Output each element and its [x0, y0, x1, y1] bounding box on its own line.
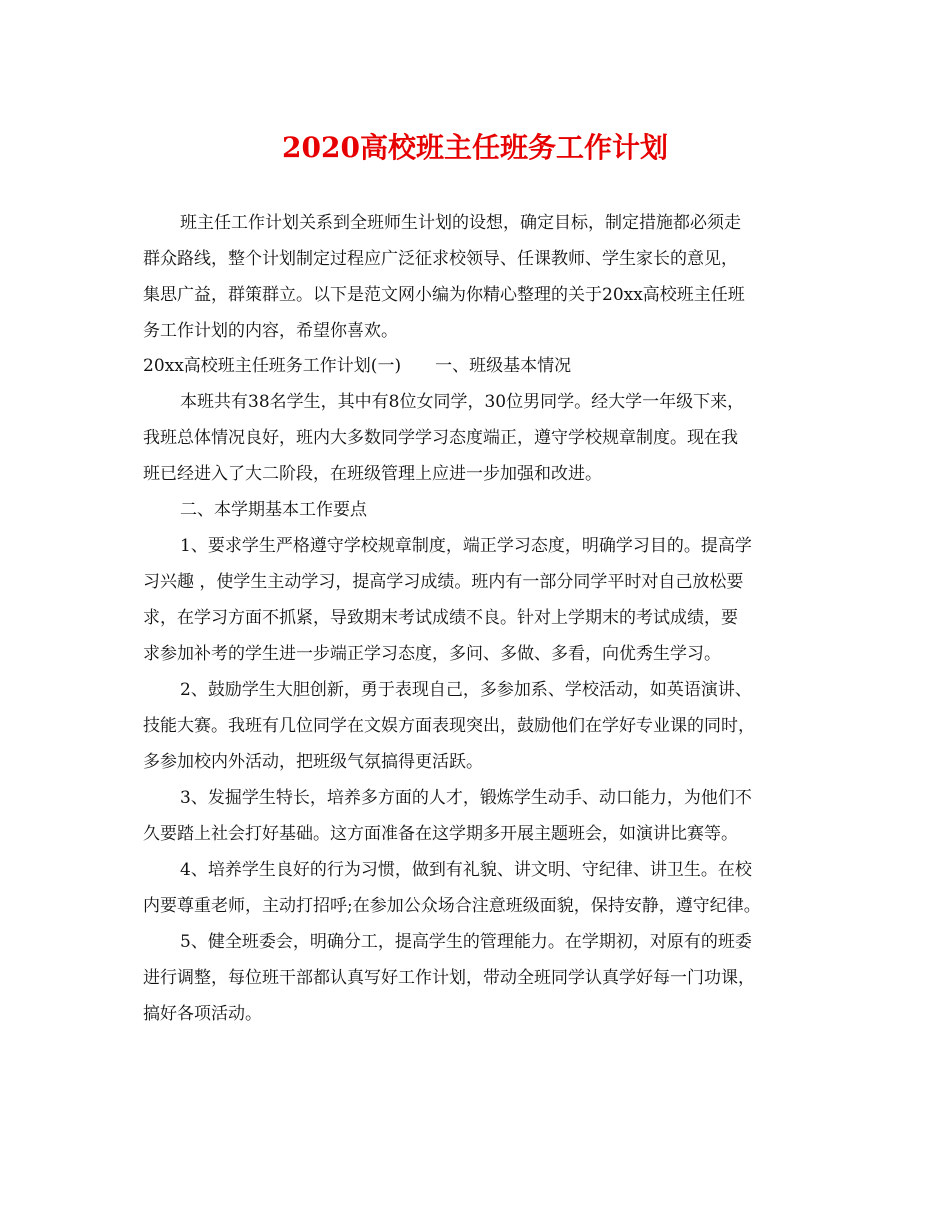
section-heading-line: 20xx高校班主任班务工作计划(一) 一、班级基本情况	[143, 356, 572, 376]
paragraph-line: 技能大赛。我班有几位同学在文娱方面表现突出，鼓励他们在学好专业课的同时，	[143, 716, 755, 736]
paragraph-line: 1、要求学生严格遵守学校规章制度，端正学习态度，明确学习目的。提高学	[180, 536, 752, 556]
paragraph-line: 4、培养学生良好的行为习惯，做到有礼貌、讲文明、守纪律、讲卫生。在校	[180, 860, 752, 880]
paragraph-line: 班已经进入了大二阶段，在班级管理上应进一步加强和改进。	[143, 464, 602, 484]
section-heading: 二、本学期基本工作要点	[180, 500, 367, 520]
paragraph-line: 5、健全班委会，明确分工，提高学生的管理能力。在学期初，对原有的班委	[180, 932, 752, 952]
paragraph-line: 2、鼓励学生大胆创新，勇于表现自己，多参加系、学校活动，如英语演讲、	[180, 680, 752, 700]
paragraph-line: 集思广益，群策群立。以下是范文网小编为你精心整理的关于20xx高校班主任班	[143, 285, 745, 305]
paragraph-line: 求参加补考的学生进一步端正学习态度，多问、多做、多看，向优秀生学习。	[143, 644, 721, 664]
paragraph-line: 久要踏上社会打好基础。这方面准备在这学期多开展主题班会，如演讲比赛等。	[143, 824, 738, 844]
paragraph-line: 求，在学习方面不抓紧，导致期末考试成绩不良。针对上学期末的考试成绩，要	[143, 608, 738, 628]
paragraph-line: 群众路线，整个计划制定过程应广泛征求校领导、任课教师、学生家长的意见，	[143, 249, 738, 269]
paragraph-line: 本班共有38名学生，其中有8位女同学，30位男同学。经大学一年级下来，	[180, 392, 745, 412]
paragraph-line: 务工作计划的内容，希望你喜欢。	[143, 321, 398, 341]
paragraph-line: 多参加校内外活动，把班级气氛搞得更活跃。	[143, 752, 483, 772]
paragraph-line: 进行调整，每位班干部都认真写好工作计划，带动全班同学认真学好每一门功课，	[143, 968, 755, 988]
document-title: 2020高校班主任班务工作计划	[282, 131, 668, 164]
paragraph-line: 内要尊重老师，主动打招呼;在参加公众场合注意班级面貌，保持安静，遵守纪律。	[143, 896, 761, 916]
paragraph-line: 班主任工作计划关系到全班师生计划的设想，确定目标，制定措施都必须走	[180, 213, 741, 233]
paragraph-line: 我班总体情况良好，班内大多数同学学习态度端正，遵守学校规章制度。现在我	[143, 428, 738, 448]
paragraph-line: 搞好各项活动。	[143, 1004, 262, 1024]
paragraph-line: 习兴趣 ，使学生主动学习，提高学习成绩。班内有一部分同学平时对自己放松要	[143, 572, 744, 592]
paragraph-line: 3、发掘学生特长，培养多方面的人才，锻炼学生动手、动口能力，为他们不	[180, 788, 752, 808]
